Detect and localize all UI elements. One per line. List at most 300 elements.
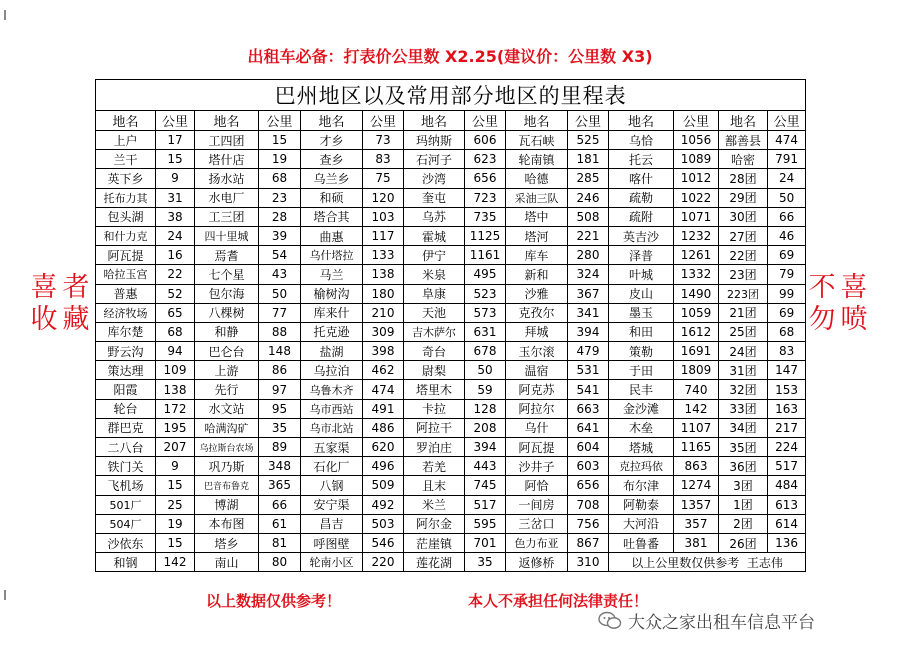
distance-cell: 15 <box>259 131 301 150</box>
place-name-cell: 新和 <box>506 265 568 284</box>
place-name-cell: 乌兰乡 <box>301 169 363 188</box>
distance-cell: 153 <box>768 380 806 399</box>
distance-cell: 509 <box>363 476 404 495</box>
table-row <box>96 457 806 476</box>
place-name-cell: 巴仑台 <box>195 342 259 361</box>
place-name-cell: 拜城 <box>506 322 568 341</box>
place-name-cell: 色力布亚 <box>506 533 568 552</box>
place-name-cell: 库尔楚 <box>96 322 156 341</box>
column-header: 地名 <box>506 111 568 131</box>
place-name-cell: 盐湖 <box>301 342 363 361</box>
table-row <box>96 399 806 418</box>
distance-cell: 9 <box>156 169 195 188</box>
distance-cell: 94 <box>156 342 195 361</box>
distance-cell: 740 <box>674 380 719 399</box>
distance-cell: 15 <box>156 476 195 495</box>
place-name-cell: 沙依东 <box>96 533 156 552</box>
place-name-cell: 沙井子 <box>506 457 568 476</box>
place-name-cell: 喀什 <box>609 169 674 188</box>
distance-cell: 207 <box>156 438 195 457</box>
place-name-cell: 和硕 <box>301 188 363 207</box>
place-name-cell: 兰干 <box>96 150 156 169</box>
right-side-text <box>806 272 870 336</box>
table-row <box>96 284 806 303</box>
page-corner-mark <box>4 10 6 20</box>
place-name-cell: 包头湖 <box>96 207 156 226</box>
place-name-cell: 大河沿 <box>609 514 674 533</box>
distance-cell: 120 <box>363 188 404 207</box>
place-name-cell: 1团 <box>719 495 768 514</box>
distance-cell: 573 <box>465 303 506 322</box>
place-name-cell: 上户 <box>96 131 156 150</box>
place-name-cell: 一间房 <box>506 495 568 514</box>
distance-cell: 1089 <box>674 150 719 169</box>
place-name-cell: 先行 <box>195 380 259 399</box>
place-name-cell: 33团 <box>719 399 768 418</box>
place-name-cell: 南山 <box>195 553 259 572</box>
distance-cell: 495 <box>465 265 506 284</box>
place-name-cell: 32团 <box>719 380 768 399</box>
place-name-cell: 包尔海 <box>195 284 259 303</box>
place-name-cell: 阿尔金 <box>404 514 465 533</box>
distance-cell: 15 <box>156 150 195 169</box>
distance-cell: 35 <box>259 418 301 437</box>
distance-cell: 1357 <box>674 495 719 514</box>
place-name-cell: 于田 <box>609 361 674 380</box>
place-name-cell: 26团 <box>719 533 768 552</box>
place-name-cell: 米泉 <box>404 265 465 284</box>
place-name-cell: 阿克苏 <box>506 380 568 399</box>
distance-cell: 66 <box>259 495 301 514</box>
table-row <box>96 265 806 284</box>
place-name-cell: 瓦石峡 <box>506 131 568 150</box>
distance-cell: 365 <box>259 476 301 495</box>
distance-cell: 61 <box>259 514 301 533</box>
place-name-cell: 石河子 <box>404 150 465 169</box>
place-name-cell: 水文站 <box>195 399 259 418</box>
place-name-cell: 乌市西站 <box>301 399 363 418</box>
place-name-cell: 乌什塔拉 <box>301 246 363 265</box>
distance-cell: 496 <box>363 457 404 476</box>
distance-cell: 117 <box>363 226 404 245</box>
table-row <box>96 303 806 322</box>
distance-cell: 1059 <box>674 303 719 322</box>
distance-cell: 531 <box>568 361 609 380</box>
place-name-cell: 八钢 <box>301 476 363 495</box>
right-side-char: 喷 <box>840 304 868 335</box>
place-name-cell: 阿瓦提 <box>96 246 156 265</box>
wechat-icon <box>598 611 622 631</box>
distance-cell: 756 <box>568 514 609 533</box>
place-name-cell: 茫崖镇 <box>404 533 465 552</box>
distance-cell: 142 <box>674 399 719 418</box>
distance-cell: 163 <box>768 399 806 418</box>
place-name-cell: 米兰 <box>404 495 465 514</box>
distance-cell: 81 <box>259 533 301 552</box>
place-name-cell: 克拉玛依 <box>609 457 674 476</box>
distance-cell: 217 <box>768 418 806 437</box>
distance-cell: 83 <box>768 342 806 361</box>
column-header: 公里 <box>768 111 806 131</box>
page-heading: 出租车必备：打表价公里数 X2.25(建议价：公里数 X3) <box>247 47 653 66</box>
table-title-row <box>96 80 806 111</box>
place-name-cell: 乌拉斯台农场 <box>195 438 259 457</box>
place-name-cell: 鄯善县 <box>719 131 768 150</box>
place-name-cell: 采油三队 <box>506 188 568 207</box>
distance-cell: 604 <box>568 438 609 457</box>
distance-cell: 68 <box>156 322 195 341</box>
table-row <box>96 246 806 265</box>
place-name-cell: 21团 <box>719 303 768 322</box>
table-row <box>96 495 806 514</box>
distance-cell: 474 <box>768 131 806 150</box>
distance-cell: 1107 <box>674 418 719 437</box>
distance-cell: 367 <box>568 284 609 303</box>
place-name-cell: 普惠 <box>96 284 156 303</box>
column-header: 公里 <box>156 111 195 131</box>
right-side-char: 喜 <box>840 272 868 303</box>
place-name-cell: 轮台 <box>96 399 156 418</box>
left-side-char: 收 <box>30 304 58 335</box>
distance-cell: 68 <box>768 322 806 341</box>
distance-cell: 701 <box>465 533 506 552</box>
distance-cell: 95 <box>259 399 301 418</box>
place-name-cell: 群巴克 <box>96 418 156 437</box>
distance-cell: 25 <box>156 495 195 514</box>
distance-cell: 491 <box>363 399 404 418</box>
distance-cell: 462 <box>363 361 404 380</box>
distance-cell: 525 <box>568 131 609 150</box>
table-row <box>96 226 806 245</box>
left-side-char: 喜 <box>30 272 58 303</box>
table-row <box>96 131 806 150</box>
distance-cell: 517 <box>768 457 806 476</box>
place-name-cell: 泽普 <box>609 246 674 265</box>
place-name-cell: 墨玉 <box>609 303 674 322</box>
distance-cell: 285 <box>568 169 609 188</box>
distance-cell: 735 <box>465 207 506 226</box>
column-header: 地名 <box>195 111 259 131</box>
distance-cell: 479 <box>568 342 609 361</box>
distance-cell: 443 <box>465 457 506 476</box>
distance-cell: 484 <box>768 476 806 495</box>
place-name-cell: 玛纳斯 <box>404 131 465 150</box>
place-name-cell: 工三团 <box>195 207 259 226</box>
distance-cell: 75 <box>363 169 404 188</box>
distance-cell: 181 <box>568 150 609 169</box>
place-name-cell: 塔城 <box>609 438 674 457</box>
distance-cell: 19 <box>156 514 195 533</box>
distance-cell: 88 <box>259 322 301 341</box>
distance-cell: 523 <box>465 284 506 303</box>
distance-cell: 24 <box>156 226 195 245</box>
place-name-cell: 莲花湖 <box>404 553 465 572</box>
place-name-cell: 吉木萨尔 <box>404 322 465 341</box>
distance-cell: 1165 <box>674 438 719 457</box>
place-name-cell: 焉耆 <box>195 246 259 265</box>
distance-cell: 663 <box>568 399 609 418</box>
place-name-cell: 库车 <box>506 246 568 265</box>
table-row <box>96 514 806 533</box>
place-name-cell: 阿恰 <box>506 476 568 495</box>
place-name-cell: 轮南镇 <box>506 150 568 169</box>
place-name-cell: 27团 <box>719 226 768 245</box>
distance-cell: 791 <box>768 150 806 169</box>
left-side-char: 者 <box>62 272 90 303</box>
distance-cell: 138 <box>156 380 195 399</box>
distance-cell: 394 <box>465 438 506 457</box>
distance-cell: 1232 <box>674 226 719 245</box>
place-name-cell: 铁门关 <box>96 457 156 476</box>
distance-cell: 517 <box>465 495 506 514</box>
distance-cell: 16 <box>156 246 195 265</box>
place-name-cell: 塔中 <box>506 207 568 226</box>
distance-cell: 59 <box>465 380 506 399</box>
table-row <box>96 150 806 169</box>
table-row <box>96 418 806 437</box>
distance-cell: 89 <box>259 438 301 457</box>
distance-cell: 66 <box>768 207 806 226</box>
left-side-char: 藏 <box>62 304 90 335</box>
distance-cell: 1332 <box>674 265 719 284</box>
distance-cell: 595 <box>465 514 506 533</box>
place-name-cell: 昌吉 <box>301 514 363 533</box>
distance-cell: 15 <box>156 533 195 552</box>
place-name-cell: 上游 <box>195 361 259 380</box>
distance-cell: 17 <box>156 131 195 150</box>
place-name-cell: 天池 <box>404 303 465 322</box>
distance-cell: 77 <box>259 303 301 322</box>
distance-cell: 309 <box>363 322 404 341</box>
distance-cell: 23 <box>259 188 301 207</box>
place-name-cell: 五家渠 <box>301 438 363 457</box>
place-name-cell: 35团 <box>719 438 768 457</box>
distance-cell: 398 <box>363 342 404 361</box>
place-name-cell: 策达理 <box>96 361 156 380</box>
distance-cell: 224 <box>768 438 806 457</box>
place-name-cell: 阿拉尔 <box>506 399 568 418</box>
place-name-cell: 28团 <box>719 169 768 188</box>
distance-cell: 631 <box>465 322 506 341</box>
place-name-cell: 玉尔滚 <box>506 342 568 361</box>
place-name-cell: 塔合其 <box>301 207 363 226</box>
place-name-cell: 卡拉 <box>404 399 465 418</box>
place-name-cell: 托布力其 <box>96 188 156 207</box>
place-name-cell: 504厂 <box>96 514 156 533</box>
place-name-cell: 库来什 <box>301 303 363 322</box>
place-name-cell: 阿拉干 <box>404 418 465 437</box>
distance-cell: 623 <box>465 150 506 169</box>
place-name-cell: 阳霞 <box>96 380 156 399</box>
distance-cell: 35 <box>465 553 506 572</box>
distance-cell: 1691 <box>674 342 719 361</box>
column-header: 公里 <box>674 111 719 131</box>
place-name-cell: 29团 <box>719 188 768 207</box>
distance-cell: 1071 <box>674 207 719 226</box>
place-name-cell: 30团 <box>719 207 768 226</box>
place-name-cell: 沙雅 <box>506 284 568 303</box>
place-name-cell: 叶城 <box>609 265 674 284</box>
distance-cell: 172 <box>156 399 195 418</box>
place-name-cell: 扬水站 <box>195 169 259 188</box>
distance-cell: 54 <box>259 246 301 265</box>
place-name-cell: 木垒 <box>609 418 674 437</box>
distance-cell: 208 <box>465 418 506 437</box>
place-name-cell: 托克逊 <box>301 322 363 341</box>
distance-cell: 86 <box>259 361 301 380</box>
place-name-cell: 轮南小区 <box>301 553 363 572</box>
distance-cell: 39 <box>259 226 301 245</box>
distance-cell: 678 <box>465 342 506 361</box>
left-side-text <box>28 272 92 336</box>
place-name-cell: 和静 <box>195 322 259 341</box>
table-row <box>96 438 806 457</box>
place-name-cell: 七个星 <box>195 265 259 284</box>
distance-cell: 19 <box>259 150 301 169</box>
distance-cell: 50 <box>465 361 506 380</box>
place-name-cell: 马兰 <box>301 265 363 284</box>
column-header: 地名 <box>96 111 156 131</box>
place-name-cell: 沙湾 <box>404 169 465 188</box>
table-header-row <box>96 111 806 131</box>
place-name-cell: 25团 <box>719 322 768 341</box>
place-name-cell: 阜康 <box>404 284 465 303</box>
distance-cell: 357 <box>674 514 719 533</box>
distance-cell: 381 <box>674 533 719 552</box>
place-name-cell: 霍城 <box>404 226 465 245</box>
place-name-cell: 和田 <box>609 322 674 341</box>
distance-cell: 22 <box>156 265 195 284</box>
distance-cell: 1012 <box>674 169 719 188</box>
place-name-cell: 水电厂 <box>195 188 259 207</box>
place-name-cell: 若羌 <box>404 457 465 476</box>
place-name-cell: 哈德 <box>506 169 568 188</box>
distance-cell: 492 <box>363 495 404 514</box>
right-side-char: 勿 <box>808 304 836 335</box>
distance-cell: 603 <box>568 457 609 476</box>
distance-cell: 128 <box>465 399 506 418</box>
place-name-cell: 金沙滩 <box>609 399 674 418</box>
place-name-cell: 才乡 <box>301 131 363 150</box>
distance-cell: 138 <box>363 265 404 284</box>
place-name-cell: 吐鲁番 <box>609 533 674 552</box>
distance-cell: 52 <box>156 284 195 303</box>
place-name-cell: 返修桥 <box>506 553 568 572</box>
place-name-cell: 223团 <box>719 284 768 303</box>
distance-cell: 99 <box>768 284 806 303</box>
column-header: 地名 <box>719 111 768 131</box>
place-name-cell: 三岔口 <box>506 514 568 533</box>
distance-cell: 606 <box>465 131 506 150</box>
table-row <box>96 380 806 399</box>
place-name-cell: 尉梨 <box>404 361 465 380</box>
distance-cell: 614 <box>768 514 806 533</box>
distance-cell: 1261 <box>674 246 719 265</box>
place-name-cell: 巩乃斯 <box>195 457 259 476</box>
place-name-cell: 3团 <box>719 476 768 495</box>
place-name-cell: 哈满沟矿 <box>195 418 259 437</box>
column-header: 公里 <box>568 111 609 131</box>
distance-cell: 195 <box>156 418 195 437</box>
distance-cell: 541 <box>568 380 609 399</box>
distance-cell: 46 <box>768 226 806 245</box>
distance-cell: 863 <box>674 457 719 476</box>
distance-cell: 620 <box>363 438 404 457</box>
brand-watermark <box>598 608 815 633</box>
distance-cell: 348 <box>259 457 301 476</box>
distance-cell: 73 <box>363 131 404 150</box>
distance-cell: 1809 <box>674 361 719 380</box>
place-name-cell: 民丰 <box>609 380 674 399</box>
place-name-cell: 34团 <box>719 418 768 437</box>
distance-cell: 641 <box>568 418 609 437</box>
distance-cell: 28 <box>259 207 301 226</box>
place-name-cell: 安宁渠 <box>301 495 363 514</box>
column-header: 地名 <box>404 111 465 131</box>
distance-cell: 80 <box>259 553 301 572</box>
distance-cell: 474 <box>363 380 404 399</box>
column-header: 公里 <box>363 111 404 131</box>
place-name-cell: 英吉沙 <box>609 226 674 245</box>
column-header: 地名 <box>609 111 674 131</box>
distance-cell: 9 <box>156 457 195 476</box>
place-name-cell: 策勒 <box>609 342 674 361</box>
place-name-cell: 八棵树 <box>195 303 259 322</box>
distance-cell: 1125 <box>465 226 506 245</box>
place-name-cell: 罗泊庄 <box>404 438 465 457</box>
distance-cell: 65 <box>156 303 195 322</box>
distance-cell: 148 <box>259 342 301 361</box>
column-header: 地名 <box>301 111 363 131</box>
table-title: 巴州地区以及常用部分地区的里程表 <box>96 80 806 111</box>
distance-cell: 1161 <box>465 246 506 265</box>
place-name-cell: 乌市北站 <box>301 418 363 437</box>
distance-cell: 280 <box>568 246 609 265</box>
distance-cell: 79 <box>768 265 806 284</box>
place-name-cell: 塔河 <box>506 226 568 245</box>
distance-cell: 31 <box>156 188 195 207</box>
distance-cell: 1056 <box>674 131 719 150</box>
place-name-cell: 二八台 <box>96 438 156 457</box>
right-side-char: 不 <box>808 272 836 303</box>
table-row <box>96 342 806 361</box>
brand-name: 大众之家出租车信息平台 <box>628 613 815 633</box>
place-name-cell: 24团 <box>719 342 768 361</box>
distance-cell: 83 <box>363 150 404 169</box>
distance-cell: 745 <box>465 476 506 495</box>
place-name-cell: 且末 <box>404 476 465 495</box>
place-name-cell: 塔乡 <box>195 533 259 552</box>
place-name-cell: 阿勒泰 <box>609 495 674 514</box>
distance-cell: 69 <box>768 303 806 322</box>
place-name-cell: 疏附 <box>609 207 674 226</box>
distance-cell: 50 <box>259 284 301 303</box>
place-name-cell: 奇台 <box>404 342 465 361</box>
place-name-cell: 和什力克 <box>96 226 156 245</box>
place-name-cell: 野云沟 <box>96 342 156 361</box>
distance-cell: 341 <box>568 303 609 322</box>
place-name-cell: 呼图壁 <box>301 533 363 552</box>
distance-cell: 546 <box>363 533 404 552</box>
distance-cell: 503 <box>363 514 404 533</box>
distance-cell: 1022 <box>674 188 719 207</box>
distance-cell: 1490 <box>674 284 719 303</box>
place-name-cell: 飞机场 <box>96 476 156 495</box>
place-name-cell: 23团 <box>719 265 768 284</box>
place-name-cell: 塔什店 <box>195 150 259 169</box>
place-name-cell: 伊宁 <box>404 246 465 265</box>
distance-cell: 1612 <box>674 322 719 341</box>
